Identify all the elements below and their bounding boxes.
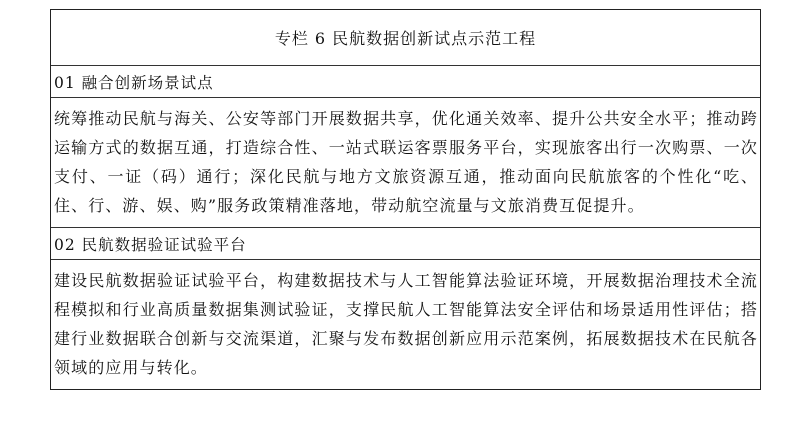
section-body-data-verification-platform: 建设民航数据验证试验平台，构建数据技术与人工智能算法验证环境，开展数据治理技术全流程模拟和行业高质量数据集测试验证，支撑民航人工智能算法安全评估和场景适用性评估；搭建行业数据联合创新与交流渠道，汇聚与发布数据创新应用示范案例，拓展数据技术在民航各领域的应用与转化。 bbox=[54, 271, 758, 377]
section-heading-data-verification-platform: 02 民航数据验证试验平台 bbox=[51, 228, 760, 260]
feature-box-table bbox=[50, 9, 761, 390]
section-heading-fusion-innovation: 01 融合创新场景试点 bbox=[51, 66, 760, 98]
box-title: 专栏 6 民航数据创新试点示范工程 bbox=[51, 10, 760, 66]
section-body-fusion-innovation: 统筹推动民航与海关、公安等部门开展数据共享，优化通关效率、提升公共安全水平；推动跨运输方式的数据互通，打造综合性、一站式联运客票服务平台，实现旅客出行一次购票、一次支付、一证（码）通行；深化民航与地方文旅资源互通，推动面向民航旅客的个性化“吃、住、行、游、娱、购”服务政策精准落地，带动航空流量与文旅消费互促提升。 bbox=[51, 98, 760, 228]
